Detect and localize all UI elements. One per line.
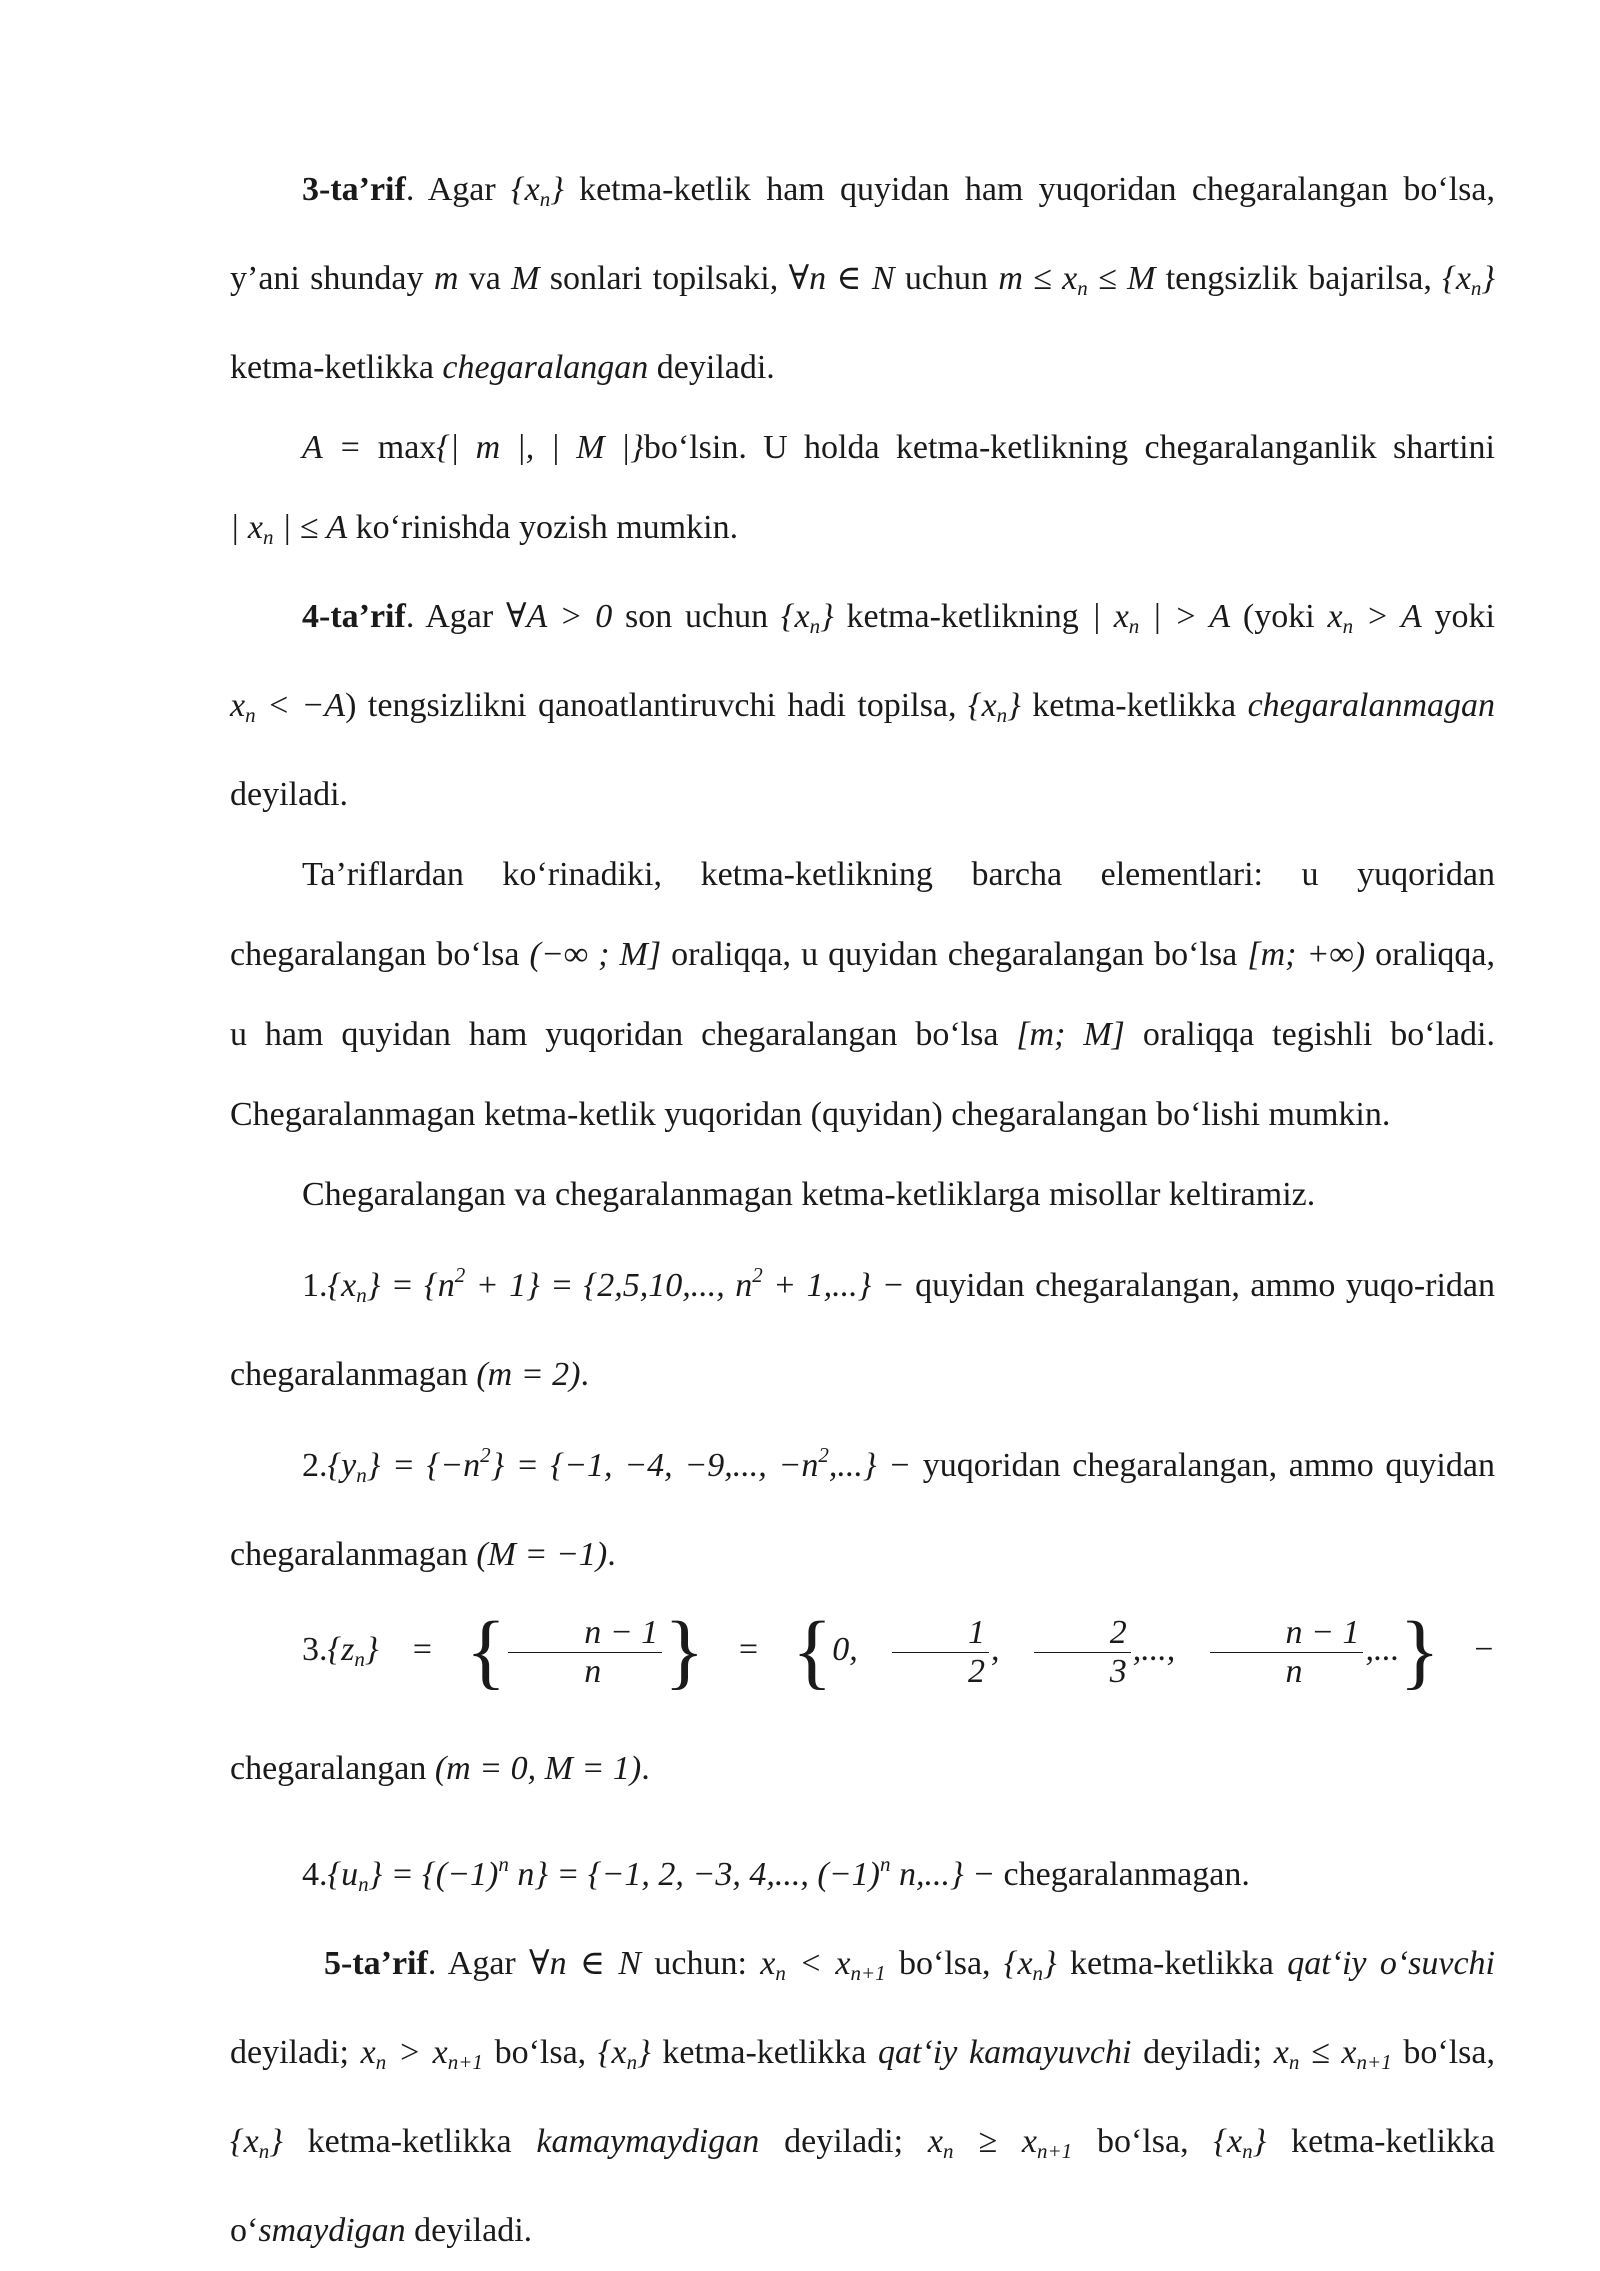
definition-5: 5-ta’rif. Agar ∀n ∈ N uchun: xn < xn+1 bo‘lsa, {xn} ketma-ketlikka qat‘iy o‘suvchi deyiladi; xn > xn+1 bo‘lsa, {xn} ketma-ketlikka qat‘iy kamayuvchi deyiladi; xn ≤ xn+1 bo‘lsa, {xn} ketma-ketlikka kamaymaydigan deyiladi; xn ≥ xn+1 bo‘lsa, {xn} ketma-ketlikka o‘smaydigan deyiladi.: [230, 1945, 1496, 2249]
formula: (m = 0, M = 1): [434, 1750, 642, 1787]
formula: $\{un\} = \{(-1)^n$ n} = {−1, 2, −3, 4,..., $(-1)^n$ n,...} −: [327, 1852, 996, 1896]
definition-4: 4-ta’rif. Agar ∀A > 0 son uchun {xn} ketma-ketlikning | xn | > A (yoki xn > A yoki xn < −A) tengsizlikni qanoatlantiruvchi hadi topilsa, {xn} ketma-ketlikka chegaralanmagan deyiladi.: [230, 598, 1496, 813]
formula: {xn}: [1442, 260, 1496, 300]
formula: xn < −A: [230, 687, 346, 727]
formula: | xn | > A: [1091, 598, 1231, 638]
formula: (m = 2): [476, 1356, 581, 1393]
formula: {xn}: [511, 171, 564, 211]
formula: {xn}: [780, 598, 834, 638]
formula: [m; +∞): [1247, 936, 1366, 973]
formula: xn > xn+1: [360, 2034, 483, 2074]
formula: (M = −1): [476, 1536, 608, 1573]
definition-3: 3-ta’rif. Agar {xn} ketma-ketlik ham quyidan ham yuqoridan chegaralangan bo‘lsa, y’ani shunday m va M sonlari topilsaki, ∀n ∈ N uchun m ≤ xn ≤ M tengsizlik bajarilsa, {xn} ketma-ketlikka chegaralangan deyiladi.: [230, 171, 1496, 386]
formula: {xn}: [1213, 2123, 1267, 2163]
formula: [m; M]: [1016, 1016, 1125, 1053]
formula: m ≤ xn ≤ M: [998, 260, 1156, 300]
formula: {xn}: [1003, 1945, 1057, 1985]
example-4: $4.\{un\} = \{(-1)^n$ n} = {−1, 2, −3, 4,..., $(-1)^n$ n,...} − chegaralanmagan.: [302, 1852, 1250, 1896]
formula: A = max{| m |, | M |}: [302, 429, 644, 466]
formula: (−∞ ; M]: [529, 936, 662, 973]
formula: ∀n ∈ N: [788, 260, 895, 297]
example-2: $2.\{yn\} = \{-n^2\} = \{-1$, −4, −9,..., $-n^2$,...} − yuqoridan chegaralangan, ammo quyidan chegaralanmagan (M = −1).: [230, 1443, 1495, 1573]
formula: ∀n ∈ N: [529, 1945, 642, 1982]
formula: xn < xn+1: [760, 1945, 886, 1985]
definition-label: 4-ta’rif: [302, 598, 406, 635]
formula: xn ≥ xn+1: [927, 2123, 1073, 2163]
formula: xn ≤ xn+1: [1273, 2034, 1392, 2074]
formula: xn > A: [1327, 598, 1422, 638]
definition-label: 5-ta’rif: [324, 1945, 428, 1982]
example-1: $1.\{xn\} = \{n^2 + 1\} = \{2,5,10$,..., $n^2 + 1$,...} − quyidan chegaralangan, ammo yuqo-ridan chegaralanmagan (m = 2).: [230, 1263, 1496, 1393]
paragraph-bound-a: A = max{| m |, | M |}bo‘lsin. U holda ketma-ketlikning chegaralanganlik shartini | xn | ≤ A ko‘rinishda yozish mumkin.: [230, 429, 1495, 549]
formula: | xn | ≤ A: [230, 509, 348, 549]
document-page: [230, 150, 1495, 2271]
formula: {xn}: [967, 687, 1021, 727]
formula: {xn}: [230, 2123, 283, 2163]
example-3: 3.{zn} = { $\frac{n - 1}{n}$ } = {0, $\frac{1}{2}$ , $\frac{2}{3}$ ,..., $\frac{n - 1}{n}$ ,...} − chegaralangan (m = 0, M = 1).: [230, 1605, 1495, 1787]
formula: $\{yn\} = \{-n^2\} = \{-1$, −4, −9,..., $-n^2$,...} −: [327, 1443, 912, 1487]
formula: $\{xn\} = \{n^2 + 1\} = \{2,5,10$,..., $n^2 + 1$,...} −: [327, 1263, 905, 1307]
formula: {xn}: [597, 2034, 651, 2074]
formula: ∀A > 0: [506, 598, 613, 635]
paragraph-examples-intro: Chegaralangan va chegaralanmagan ketma-ketliklarga misollar keltiramiz.: [302, 1176, 1316, 1213]
formula: {zn} = { $\frac{n - 1}{n}$ } = {0, $\frac{1}{2}$ , $\frac{2}{3}$ ,..., $\frac{n - 1}{n}$ ,...} −: [327, 1605, 1495, 1699]
paragraph-intervals: Ta’riflardan ko‘rinadiki, ketma-ketlikning barcha elementlari: u yuqoridan chegaralangan bo‘lsa (−∞ ; M] oraliqqa, u quyidan chegaralangan bo‘lsa [m; +∞) oraliqqa, u ham quyidan ham yuqoridan chegaralangan bo‘lsa [m; M] oraliqqa tegishli bo‘ladi. Chegaralanmagan ketma-ketlik yuqoridan (quyidan) chegaralangan bo‘lishi mumkin.: [230, 856, 1495, 1133]
definition-label: 3-ta’rif: [302, 171, 406, 208]
